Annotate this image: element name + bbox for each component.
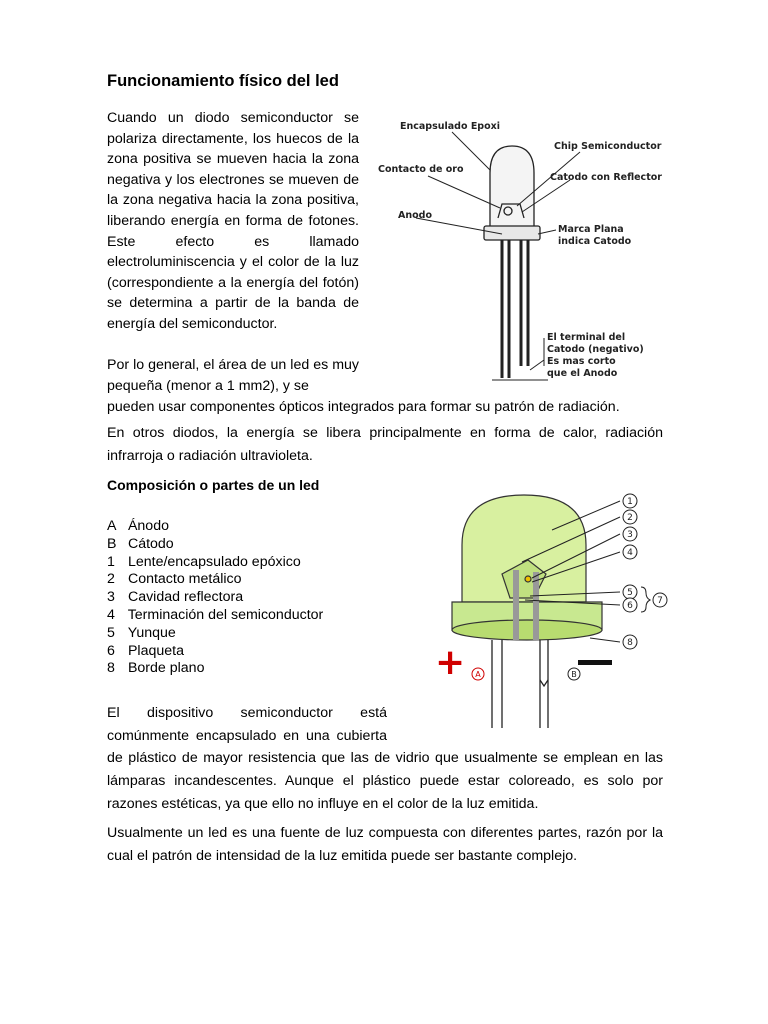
label-anodo: Anodo xyxy=(398,210,432,221)
paragraph-encapsulation: El dispositivo semiconductor está comúnmente encapsulado en una cubierta xyxy=(107,705,387,744)
parts-list xyxy=(107,518,323,678)
paragraph-pattern: Usualmente un led es una fuente de luz compuesta con diferentes partes, razón por la cual el patrón de intensidad de la luz emitida puede ser bastante complejo. xyxy=(107,825,663,864)
label-marca-plana: Marca Plana xyxy=(558,224,624,235)
led-body-outline xyxy=(484,146,540,378)
part-number-7: 7 xyxy=(657,596,663,606)
section-subtitle: Composición o partes de un led xyxy=(107,477,320,493)
part-number-6: 6 xyxy=(627,601,633,611)
label-terminal-3: Es mas corto xyxy=(547,356,616,367)
label-chip-semiconductor: Chip Semiconductor xyxy=(554,141,662,152)
page-title: Funcionamiento físico del led xyxy=(107,72,339,90)
list-item: B Cátodo xyxy=(107,535,174,552)
list-item: A Ánodo xyxy=(107,518,169,534)
label-terminal-1: El terminal del xyxy=(547,332,626,343)
label-catodo-reflector: Catodo con Reflector xyxy=(550,172,662,183)
paragraph-intro-end: pueden usar componentes ópticos integrados para formar su patrón de radiación. xyxy=(107,399,620,415)
led-diagram-figure xyxy=(372,108,672,393)
label-encapsulado-epoxi: Encapsulado Epoxi xyxy=(400,121,501,132)
part-number-5: 5 xyxy=(627,588,633,598)
minus-sign xyxy=(578,660,612,665)
list-item: 5 Yunque xyxy=(107,624,176,641)
list-item: 4 Terminación del semiconductor xyxy=(107,606,324,623)
cathode-letter: B xyxy=(571,670,577,679)
brace-icon xyxy=(641,587,650,612)
part-number-3: 3 xyxy=(627,530,633,540)
part-number-4: 4 xyxy=(627,548,633,558)
paragraph-intro-cont: Por lo general, el área de un led es muy pequeña (menor a 1 mm2), y se xyxy=(107,357,359,394)
list-item: 6 Plaqueta xyxy=(107,642,184,659)
label-contacto-oro: Contacto de oro xyxy=(378,164,464,175)
paragraph-intro: Cuando un diodo semiconductor se polariza directamente, los huecos de la zona positiva se mueven hacia la zona negativa y los electrones se mueven de la zona negativa hacia la zona positiva, liberando energía en forma de fotones. Este efecto es llamado electroluminiscencia y el color de la luz (correspondiente a la energía del fotón) se determina a partir de la banda de energía del semiconductor. xyxy=(107,110,359,332)
led-lens xyxy=(452,495,602,640)
label-terminal-4: que el Anodo xyxy=(547,368,618,379)
label-terminal-2: Catodo (negativo) xyxy=(547,344,644,355)
label-indica-catodo: indica Catodo xyxy=(558,236,632,247)
list-item: 8 Borde plano xyxy=(107,660,205,677)
list-item: 3 Cavidad reflectora xyxy=(107,589,244,606)
anode-letter: A xyxy=(475,670,481,679)
list-item: 1 Lente/encapsulado epóxico xyxy=(107,553,301,570)
part-number-1: 1 xyxy=(627,497,633,507)
part-number-2: 2 xyxy=(627,513,633,523)
paragraph-other-diodes: En otros diodos, la energía se libera principalmente en forma de calor, radiación infrarroja o radiación ultravioleta. xyxy=(107,425,663,464)
led-parts-figure xyxy=(430,490,680,730)
led-legs xyxy=(492,640,548,728)
part-number-8: 8 xyxy=(627,638,633,648)
list-item: 2 Contacto metálico xyxy=(107,571,242,588)
plus-sign: + xyxy=(435,642,466,683)
paragraph-encapsulation-cont: de plástico de mayor resistencia que las de vidrio que usualmente se emplean en las lámparas incandescentes. Aunque el plástico puede estar coloreado, es solo por razones estéticas, ya que ello no influye en el color de la luz emitida. xyxy=(107,750,663,812)
